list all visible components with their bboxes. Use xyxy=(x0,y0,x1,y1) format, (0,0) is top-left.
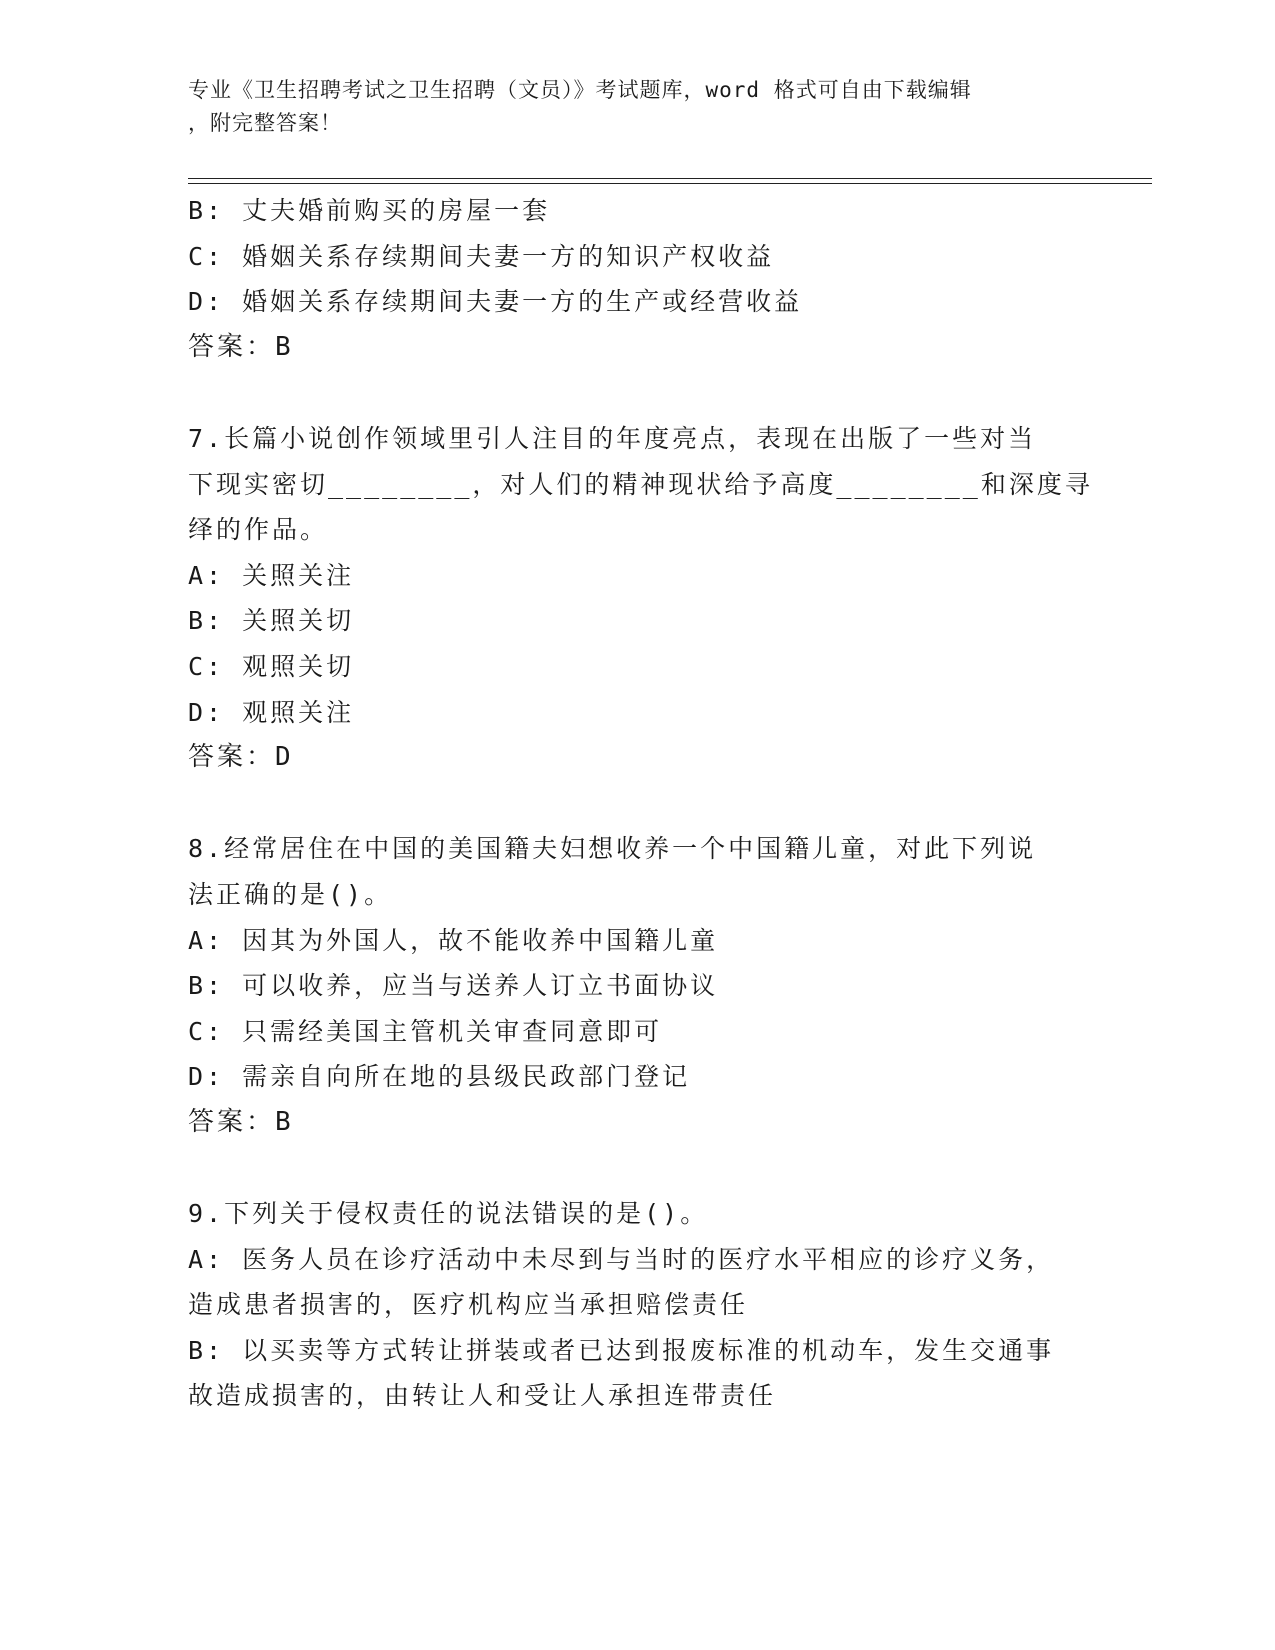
question-stem-line: 8.经常居住在中国的美国籍夫妇想收养一个中国籍儿童，对此下列说 xyxy=(188,834,1037,864)
option-b: B: 丈夫婚前购买的房屋一套 xyxy=(188,196,551,225)
option-b-line: 故造成损害的，由转让人和受让人承担连带责任 xyxy=(188,1381,777,1411)
header-divider-bottom xyxy=(188,183,1152,184)
question-stem-line: 9.下列关于侵权责任的说法错误的是()。 xyxy=(188,1199,709,1229)
answer-line: 答案：D xyxy=(188,742,294,773)
option-b: B: 关照关切 xyxy=(188,606,355,636)
header-line-1: 专业《卫生招聘考试之卫生招聘（文员）》考试题库，word 格式可自由下载编辑 xyxy=(188,78,972,102)
header-line-2: ，附完整答案！ xyxy=(188,111,342,135)
question-content xyxy=(188,188,1093,1419)
option-a: A: 因其为外国人，故不能收养中国籍儿童 xyxy=(188,925,719,955)
option-c: C: 婚姻关系存续期间夫妻一方的知识产权收益 xyxy=(188,241,775,271)
question-stem-line: 绎的作品。 xyxy=(188,515,329,545)
spacer xyxy=(188,1145,1088,1191)
question-stem-line: 下现实密切________，对人们的精神现状给予高度________和深度寻 xyxy=(188,469,1093,499)
page-header xyxy=(188,74,1088,140)
question-stem-line: 7.长篇小说创作领域里引人注目的年度亮点，表现在出版了一些对当 xyxy=(188,423,1037,453)
question-9 xyxy=(188,1191,1088,1419)
option-b-line: B: 以买卖等方式转让拼装或者已达到报废标准的机动车，发生交通事 xyxy=(188,1335,1055,1365)
answer-line: 答案：B xyxy=(188,1106,294,1137)
option-d: D: 婚姻关系存续期间夫妻一方的生产或经营收益 xyxy=(188,287,803,317)
option-b: B: 可以收养，应当与送养人订立书面协议 xyxy=(188,971,719,1001)
question-8 xyxy=(188,826,1088,1145)
spacer xyxy=(188,370,1088,416)
answer-line: 答案：B xyxy=(188,331,294,362)
question-7 xyxy=(188,416,1093,781)
option-d: D: 观照关注 xyxy=(188,697,355,727)
spacer xyxy=(188,781,1088,827)
header-divider-top xyxy=(188,178,1152,179)
option-a: A: 关照关注 xyxy=(188,560,355,590)
option-c: C: 观照关切 xyxy=(188,651,355,681)
option-a-line: A: 医务人员在诊疗活动中未尽到与当时的医疗水平相应的诊疗义务， xyxy=(188,1244,1055,1274)
option-a-line: 造成患者损害的，医疗机构应当承担赔偿责任 xyxy=(188,1290,749,1320)
option-d: D: 需亲自向所在地的县级民政部门登记 xyxy=(188,1062,691,1092)
question-6-tail xyxy=(188,188,1088,370)
question-stem-line: 法正确的是()。 xyxy=(188,879,393,909)
option-c: C: 只需经美国主管机关审查同意即可 xyxy=(188,1016,663,1046)
